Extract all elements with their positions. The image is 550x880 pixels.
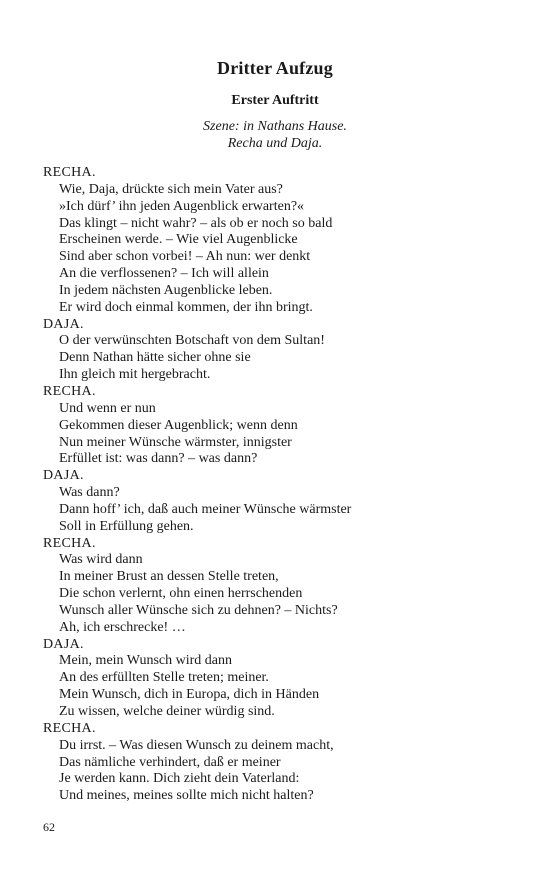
speaker-name: DAJA. [43,636,84,652]
speech-block [43,165,523,317]
verse-line: Denn Nathan hätte sicher ohne sie [59,350,251,366]
verse-line: Er wird doch einmal kommen, der ihn bringt. [59,299,313,315]
verse-line: In jedem nächsten Augenblicke leben. [59,282,273,298]
act-title: Dritter Aufzug [217,58,333,78]
page-number: 62 [43,820,55,834]
verse-line: Dann hoff’ ich, daß auch meiner Wünsche wärmster [59,501,352,517]
verse-line: Ihn gleich mit hergebracht. [59,367,211,383]
verse-line: Die schon verlernt, ohn einen herrschenden [59,586,303,602]
verse-line: O der verwünschten Botschaft von dem Sultan! [59,333,325,349]
verse-line: Gekommen dieser Augenblick; wenn denn [59,417,298,433]
speaker-name: RECHA. [43,720,96,736]
verse-line: An des erfüllten Stelle treten; meiner. [59,670,269,686]
verse-line: Je werden kann. Dich zieht dein Vaterland: [59,771,300,787]
stage-direction [0,118,550,152]
verse-line: Zu wissen, welche deiner würdig sind. [59,704,275,719]
speech-block [43,721,523,805]
verse-line: Was wird dann [59,552,143,568]
verse-line: Was dann? [59,485,120,501]
verse-line: Wie, Daja, drückte sich mein Vater aus? [59,181,283,197]
speaker-name: DAJA. [43,468,84,484]
verse-line: In meiner Brust an dessen Stelle treten, [59,569,279,585]
verse-line: Und meines, meines sollte mich nicht halten? [59,788,314,804]
speaker-name: DAJA. [43,316,84,332]
verse-line: An die verflossenen? – Ich will allein [59,266,269,282]
speech-block [43,468,523,535]
verse-line: »Ich dürf’ ihn jeden Augenblick erwarten?« [59,198,305,214]
verse-line: Ah, ich erschrecke! … [59,619,186,635]
speech-block [43,384,523,468]
speaker-name: RECHA. [43,383,96,399]
verse-line: Mein, mein Wunsch wird dann [59,653,232,669]
verse-line: Das nämliche verhindert, daß er meiner [59,754,281,770]
verse-line: Du irrst. – Was diesen Wunsch zu deinem macht, [59,737,334,753]
dialogue-text [43,165,523,805]
verse-line: Mein Wunsch, dich in Europa, dich in Händen [59,687,320,703]
speech-block [43,536,523,637]
verse-line: Soll in Erfüllung gehen. [59,518,194,534]
verse-line: Sind aber schon vorbei! – Ah nun: wer denkt [59,249,311,265]
verse-line: Das klingt – nicht wahr? – als ob er noch so bald [59,215,333,231]
verse-line: Erscheinen werde. – Wie viel Augenblicke [59,232,298,248]
verse-line: Erfüllet ist: was dann? – was dann? [59,451,258,467]
scene-title: Erster Auftritt [231,93,319,108]
speech-block [43,317,523,384]
verse-line: Wunsch aller Wünsche sich zu dehnen? – Nichts? [59,602,338,618]
speaker-name: RECHA. [43,535,96,551]
speaker-name: RECHA. [43,165,96,180]
stage-direction-line: Szene: in Nathans Hause. [203,119,347,134]
verse-line: Und wenn er nun [59,400,156,416]
stage-direction-line: Recha und Daja. [227,136,323,151]
speech-block [43,637,523,721]
verse-line: Nun meiner Wünsche wärmster, innigster [59,434,292,450]
